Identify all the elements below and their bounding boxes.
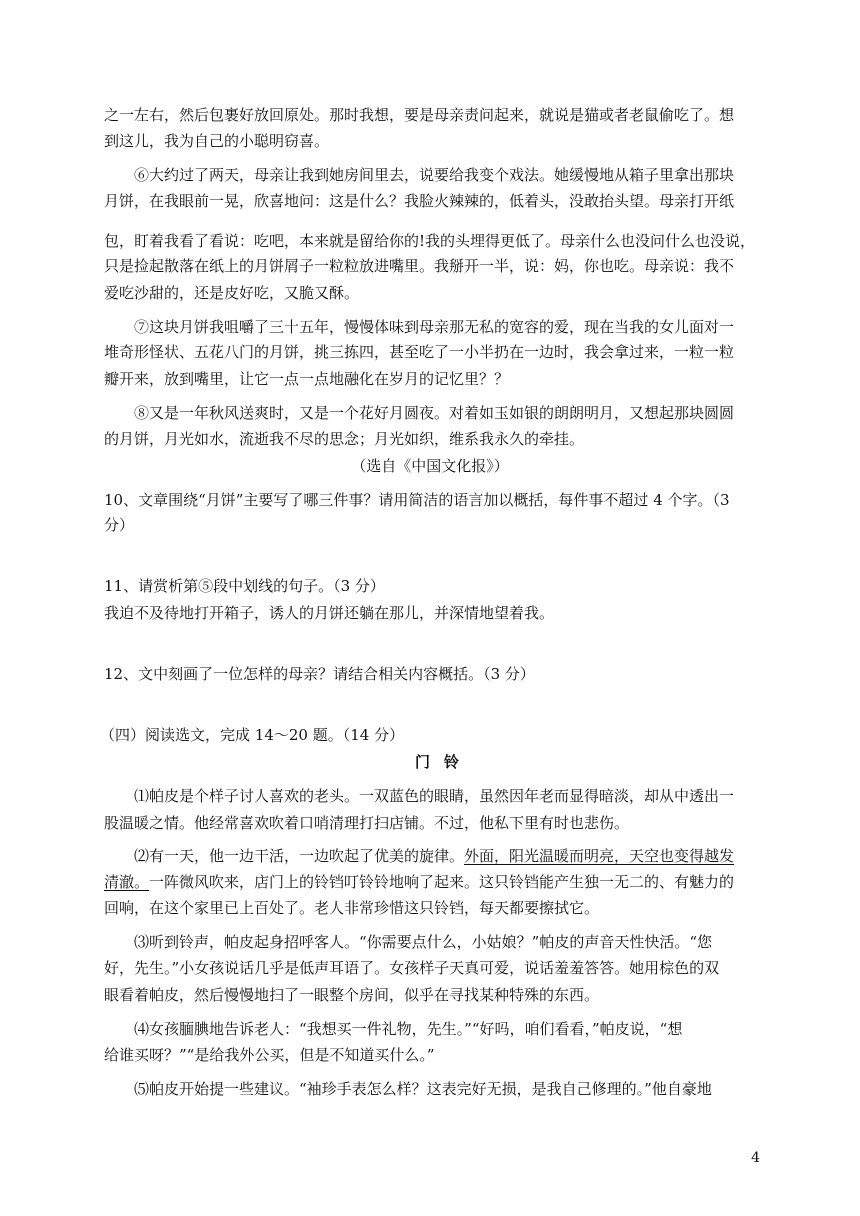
text-line: 之一左右，然后包裹好放回原处。那时我想，要是母亲责问起来，就说是猫或者老鼠偷吃了。想: [104, 106, 735, 124]
text-line: 堆奇形怪状、五花八门的月饼，挑三拣四，甚至吃了一小半扔在一边时，我会拿过来，一粒一粒: [104, 343, 735, 361]
text-line: 爱吃沙甜的，还是皮好吃，又脆又酥。: [104, 284, 360, 302]
text-line: 只是捡起散落在纸上的月饼屑子一粒粒放进嘴里。我掰开一半，说：妈，你也吃。母亲说：我不: [104, 257, 735, 275]
text-span: 一阵微风吹来，店门上的铃铛叮铃铃地响了起来。这只铃铛能产生独一无二的、有魅力的: [149, 873, 735, 891]
text-line: 好，先生。”小女孩说话几乎是低声耳语了。女孩样子天真可爱，说话羞羞答答。她用棕色的双: [104, 959, 720, 977]
text-span: ⑵有一天，他一边干活，一边吹起了优美的旋律。: [134, 847, 465, 865]
paragraph-1: ⑴帕皮是个样子讨人喜欢的老头。一双蓝色的眼睛，虽然因年老而显得暗淡，却从中透出一: [134, 787, 735, 805]
text-line: 的月饼，月光如水，流逝我不尽的思念；月光如织，维系我永久的牵挂。: [104, 430, 585, 448]
text-line: 眼看着帕皮，然后慢慢地扫了一眼整个房间，似乎在寻找某种特殊的东西。: [104, 986, 600, 1004]
text-line: 股温暖之情。他经常喜欢吹着口哨清理打扫店铺。不过，他私下里有时也悲伤。: [104, 814, 630, 832]
paragraph-2: [134, 846, 734, 866]
underlined-sentence-end: 清澈。: [104, 873, 150, 891]
paragraph-4: ⑷女孩腼腆地告诉老人：“我想买一件礼物，先生。”“好吗，咱们看看，”帕皮说，“想: [134, 1020, 683, 1038]
page-number: 4: [751, 1150, 760, 1166]
paragraph-3: ⑶听到铃声，帕皮起身招呼客人。“你需要点什么，小姑娘？”帕皮的声音天性快活。“您: [134, 933, 713, 951]
text-line: 回响，在这个家里已上百处了。老人非常珍惜这只铃铛，每天都要擦拭它。: [104, 899, 600, 917]
question-11: 11、请赏析第⑤段中划线的句子。（3 分）: [104, 577, 385, 595]
paragraph-5: ⑸帕皮开始提一些建议。“袖珍手表怎么样？这表完好无损，是我自己修理的。”他自豪地: [134, 1080, 712, 1098]
source-citation: （选自《中国文化报》）: [351, 457, 509, 475]
text-line: 包，盯着我看了看说：吃吧，本来就是留给你的!我的头埋得更低了。母亲什么也没问什么也没说，: [104, 232, 756, 250]
question-10-cont: 分）: [104, 516, 135, 534]
text-line: 给谁买呀？”“是给我外公买，但是不知道买什么。”: [104, 1046, 435, 1064]
text-line: 瓣开来，放到嘴里，让它一点一点地融化在岁月的记忆里？？: [104, 370, 510, 388]
question-10: 10、文章围绕“月饼”主要写了哪三件事？请用简洁的语言加以概括，每件事不超过 4 个字。（3: [104, 491, 730, 509]
question-11-sentence: 我迫不及待地打开箱子，诱人的月饼还躺在那儿，并深情地望着我。: [104, 604, 555, 622]
article-title: 门铃: [414, 753, 473, 771]
underlined-sentence: 外面，阳光温暖而明亮，天空也变得越发: [464, 847, 735, 865]
paragraph-7: ⑦这块月饼我咀嚼了三十五年，慢慢体味到母亲那无私的宽容的爱，现在当我的女儿面对一: [134, 318, 735, 336]
text-line: 到这儿，我为自己的小聪明窃喜。: [104, 132, 330, 150]
question-12: 12、文中刻画了一位怎样的母亲？请结合相关内容概括。（3 分）: [104, 665, 535, 683]
paragraph-6: ⑥大约过了两天，母亲让我到她房间里去，说要给我变个戏法。她缓慢地从箱子里拿出那块: [134, 166, 735, 184]
text-line: 月饼，在我眼前一晃，欣喜地问：这是什么？我脸火辣辣的，低着头，没敢抬头望。母亲打开纸: [104, 192, 735, 210]
section-4-heading: （四）阅读选文，完成 14～20 题。（14 分）: [100, 726, 405, 744]
text-line: [104, 872, 734, 892]
paragraph-8: ⑧又是一年秋风送爽时，又是一个花好月圆夜。对着如玉如银的朗朗明月，又想起那块圆圆: [134, 404, 735, 422]
